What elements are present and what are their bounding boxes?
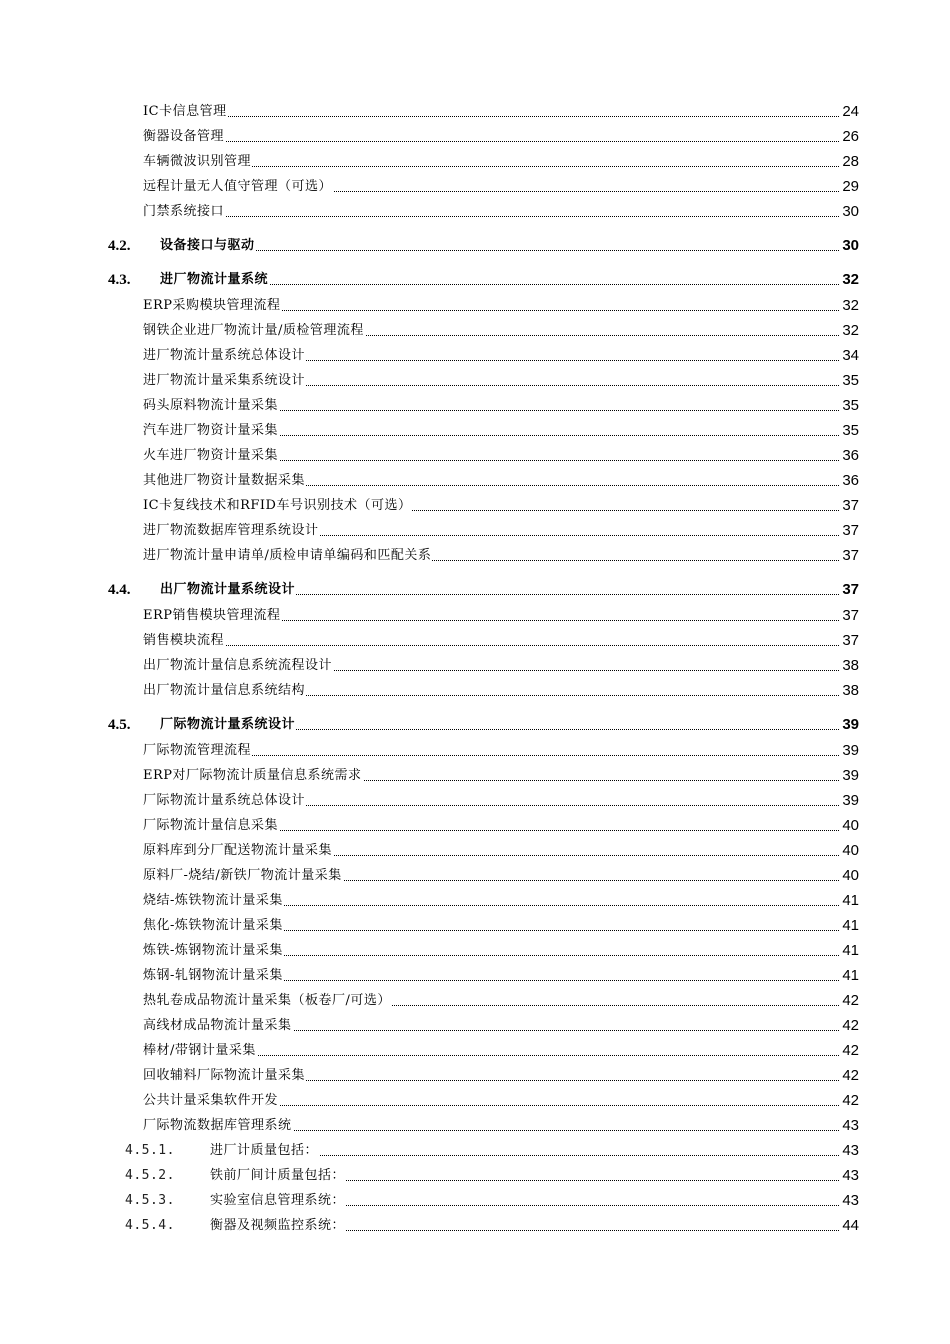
toc-entry-page: 43 [841,1140,859,1162]
toc-entry-title: 衡器及视频监控系统： [210,1215,346,1237]
toc-entry-page: 40 [841,815,859,837]
toc-entry-page: 39 [841,714,859,736]
toc-entry[interactable] [0,1015,950,1037]
toc-entry[interactable] [0,840,950,862]
toc-entry[interactable] [0,790,950,812]
toc-entry-page: 35 [841,395,859,417]
toc-entry-title: 进厂物流计量申请单/质检申请单编码和匹配关系 [143,545,432,567]
toc-entry-title: 进厂物流计量采集系统设计 [143,370,306,392]
toc-entry[interactable] [0,965,950,987]
toc-entry-page: 28 [841,151,859,173]
toc-entry-title: 出厂物流计量信息系统流程设计 [143,655,333,677]
toc-entry-title: ERP销售模块管理流程 [143,605,282,627]
toc-entry[interactable] [0,1040,950,1062]
toc-entry-page: 32 [841,295,859,317]
toc-entry[interactable] [0,605,950,627]
toc-entry-page: 44 [841,1215,859,1237]
toc-entry-page: 41 [841,915,859,937]
toc-entry-title: 棒材/带钢计量采集 [143,1040,257,1062]
toc-entry-page: 39 [841,790,859,812]
toc-entry-title: 厂际物流计量信息采集 [143,815,279,837]
toc-entry-title: 实验室信息管理系统： [210,1190,346,1212]
toc-entry-page: 37 [841,630,859,652]
toc-entry-page: 37 [841,520,859,542]
toc-entry-title: 进厂物流数据库管理系统设计 [143,520,320,542]
toc-entry-title: 炼钢-轧钢物流计量采集 [143,965,284,987]
toc-entry-title: 厂际物流计量系统总体设计 [143,790,306,812]
toc-entry-page: 41 [841,965,859,987]
toc-entry-page: 42 [841,990,859,1012]
toc-entry-page: 39 [841,740,859,762]
toc-entry-page: 32 [841,269,859,291]
toc-entry[interactable] [0,1065,950,1087]
toc-entry-title: IC卡复线技术和RFID车号识别技术（可选） [143,495,412,517]
toc-entry[interactable] [0,520,950,542]
toc-entry-title: 原料厂-烧结/新铁厂物流计量采集 [143,865,343,887]
toc-entry-page: 35 [841,420,859,442]
toc-entry-page: 37 [841,495,859,517]
toc-entry-number: 4.2. [108,238,131,254]
toc-entry[interactable] [0,370,950,392]
toc-entry-page: 39 [841,765,859,787]
toc-entry[interactable] [0,990,950,1012]
toc-entry-page: 42 [841,1015,859,1037]
toc-entry-title: 汽车进厂物资计量采集 [143,420,279,442]
toc-entry[interactable] [0,445,950,467]
dot-leader [143,141,839,142]
dot-leader [143,116,839,117]
toc-entry[interactable] [0,126,950,148]
toc-entry[interactable] [0,579,950,601]
toc-entry-title: 厂际物流数据库管理系统 [143,1115,293,1137]
toc-entry-number: 4.5. [108,717,131,733]
toc-entry-title: 码头原料物流计量采集 [143,395,279,417]
toc-entry-title: 厂际物流管理流程 [143,740,252,762]
toc-entry-page: 36 [841,445,859,467]
toc-entry[interactable] [0,940,950,962]
toc-entry[interactable] [0,1090,950,1112]
toc-entry[interactable] [0,655,950,677]
toc-entry[interactable] [0,765,950,787]
toc-entry-number: 4.4. [108,582,131,598]
toc-entry[interactable] [0,1140,950,1162]
toc-entry-page: 29 [841,176,859,198]
toc-entry-title: 炼铁-炼钢物流计量采集 [143,940,284,962]
toc-entry[interactable] [0,345,950,367]
toc-entry[interactable] [0,235,950,257]
toc-entry-title: 进厂物流计量系统 [160,269,269,291]
toc-entry-page: 32 [841,320,859,342]
toc-entry-page: 37 [841,605,859,627]
toc-entry-page: 41 [841,890,859,912]
toc-entry[interactable] [0,1165,950,1187]
toc-entry[interactable] [0,470,950,492]
toc-entry[interactable] [0,865,950,887]
toc-entry-number: 4.3. [108,272,131,288]
toc-entry-page: 35 [841,370,859,392]
toc-entry-page: 30 [841,235,859,257]
toc-entry-number: 4.5.1. [125,1143,175,1158]
toc-entry[interactable] [0,915,950,937]
toc-entry-title: 烧结-炼铁物流计量采集 [143,890,284,912]
toc-entry-title: 门禁系统接口 [143,201,225,223]
toc-entry-page: 26 [841,126,859,148]
toc-entry-page: 40 [841,865,859,887]
toc-entry[interactable] [0,151,950,173]
toc-entry-title: ERP对厂际物流计质量信息系统需求 [143,765,363,787]
toc-entry-page: 37 [841,545,859,567]
toc-entry[interactable] [0,495,950,517]
toc-entry-page: 30 [841,201,859,223]
toc-entry[interactable] [0,320,950,342]
toc-entry[interactable] [0,295,950,317]
toc-entry[interactable] [0,680,950,702]
toc-entry-page: 42 [841,1040,859,1062]
dot-leader [143,216,839,217]
toc-entry-page: 43 [841,1115,859,1137]
toc-entry-page: 38 [841,680,859,702]
toc-entry-title: 销售模块流程 [143,630,225,652]
toc-entry-page: 43 [841,1165,859,1187]
toc-entry-title: 钢铁企业进厂物流计量/质检管理流程 [143,320,365,342]
toc-entry-title: 进厂物流计量系统总体设计 [143,345,306,367]
toc-entry[interactable] [0,176,950,198]
toc-entry[interactable] [0,630,950,652]
toc-entry-number: 4.5.2. [125,1168,175,1183]
toc-entry-title: 焦化-炼铁物流计量采集 [143,915,284,937]
toc-entry[interactable] [0,201,950,223]
toc-entry-title: 远程计量无人值守管理（可选） [143,176,333,198]
dot-leader [143,645,839,646]
toc-entry-page: 43 [841,1190,859,1212]
toc-entry-page: 24 [841,101,859,123]
toc-entry-page: 37 [841,579,859,601]
toc-entry-page: 42 [841,1090,859,1112]
toc-entry-title: 其他进厂物资计量数据采集 [143,470,306,492]
toc-entry-title: ERP采购模块管理流程 [143,295,282,317]
toc-entry[interactable] [0,269,950,291]
toc-entry-page: 34 [841,345,859,367]
toc-entry-title: 车辆微波识别管理 [143,151,252,173]
toc-entry[interactable] [0,1215,950,1237]
toc-entry-title: 厂际物流计量系统设计 [160,714,296,736]
toc-entry-title: 公共计量采集软件开发 [143,1090,279,1112]
toc-entry-page: 42 [841,1065,859,1087]
toc-entry-page: 40 [841,840,859,862]
toc-entry-number: 4.5.4. [125,1218,175,1233]
toc-entry-page: 38 [841,655,859,677]
dot-leader [160,250,839,251]
toc-entry-title: 铁前厂间计质量包括： [210,1165,346,1187]
toc-entry-title: 高线材成品物流计量采集 [143,1015,293,1037]
toc-entry-title: IC卡信息管理 [143,101,228,123]
toc-entry-title: 出厂物流计量系统设计 [160,579,296,601]
toc-entry[interactable] [0,1115,950,1137]
toc-entry[interactable] [0,890,950,912]
toc-entry[interactable] [0,815,950,837]
toc-entry[interactable] [0,714,950,736]
toc-entry[interactable] [0,545,950,567]
toc-entry-title: 出厂物流计量信息系统结构 [143,680,306,702]
toc-entry-title: 衡器设备管理 [143,126,225,148]
toc-entry-title: 火车进厂物资计量采集 [143,445,279,467]
toc-entry-title: 回收辅料厂际物流计量采集 [143,1065,306,1087]
toc-entry-title: 热轧卷成品物流计量采集（板卷厂/可选） [143,990,392,1012]
toc-entry[interactable] [0,420,950,442]
toc-entry[interactable] [0,740,950,762]
toc-entry[interactable] [0,395,950,417]
toc-entry-page: 36 [841,470,859,492]
toc-entry-title: 进厂计质量包括： [210,1140,319,1162]
toc-entry-number: 4.5.3. [125,1193,175,1208]
toc-entry[interactable] [0,101,950,123]
toc-entry-title: 设备接口与驱动 [160,235,256,257]
toc-entry-page: 41 [841,940,859,962]
toc-entry[interactable] [0,1190,950,1212]
toc-entry-title: 原料库到分厂配送物流计量采集 [143,840,333,862]
